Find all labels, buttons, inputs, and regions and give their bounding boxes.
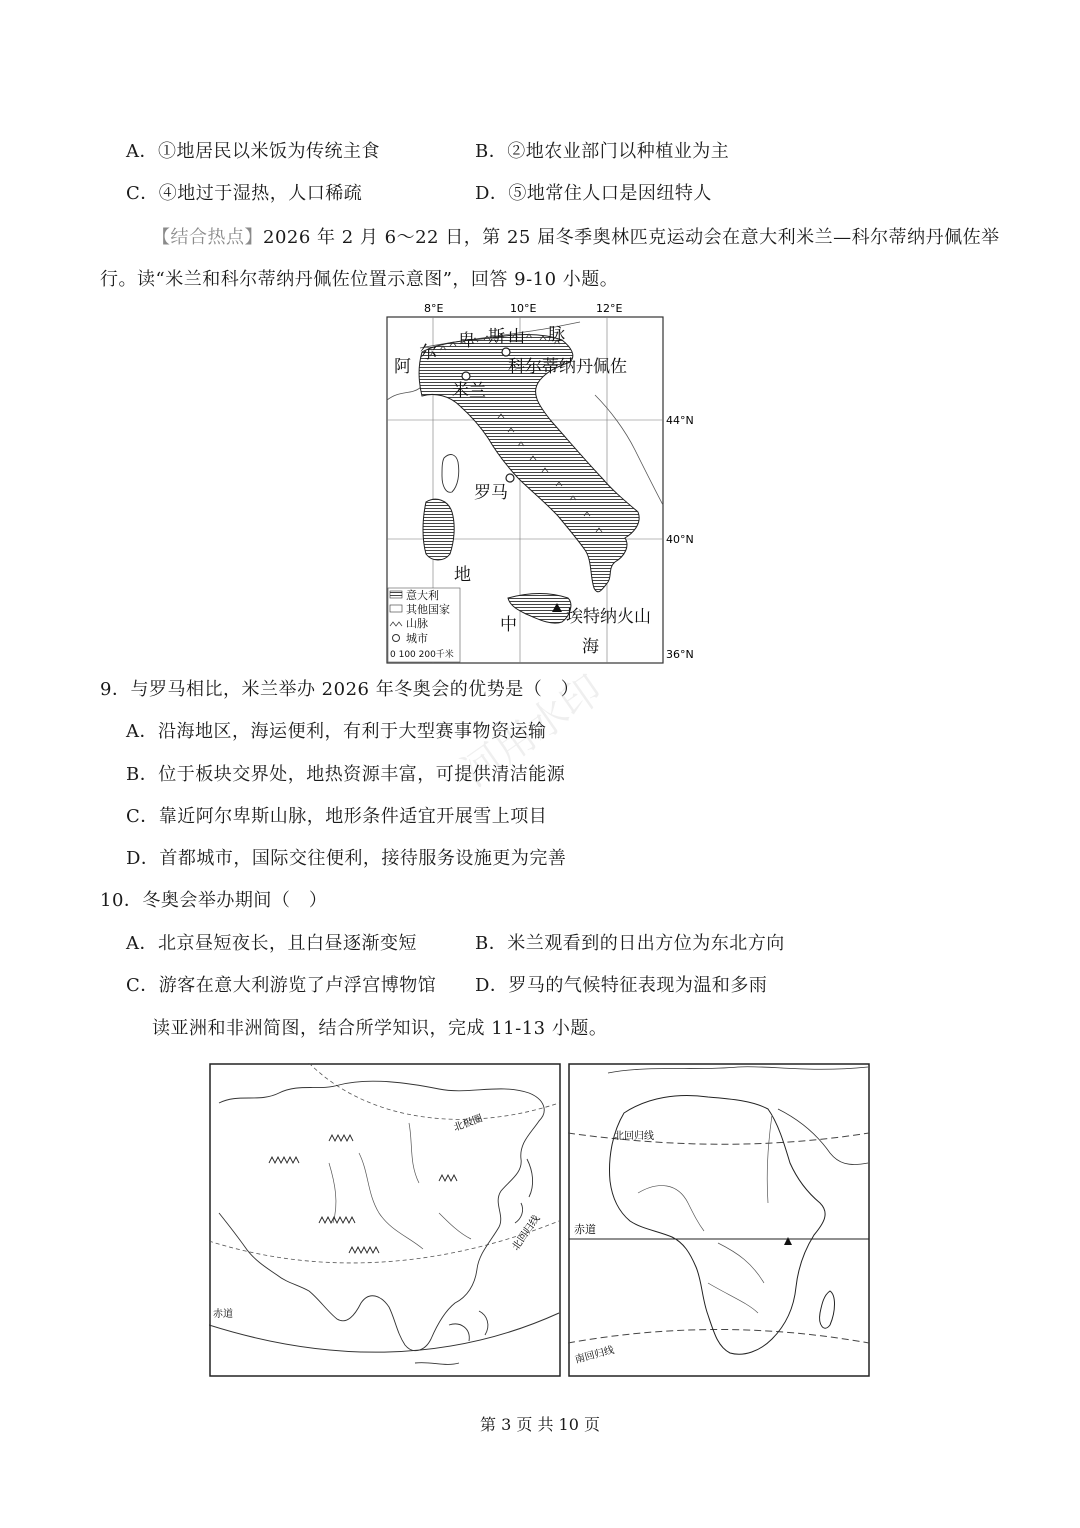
lon-label-8e: 8°E (424, 302, 444, 315)
q10-stem: 10．冬奥会举办期间（ ） (100, 890, 328, 911)
asia-arctic-label: 北极圈 (452, 1113, 485, 1134)
q10-option-b: B．米兰观看到的日出方位为东北方向 (475, 933, 785, 954)
lat-label-36n: 36°N (666, 648, 694, 661)
intro-line-1 (152, 226, 1000, 250)
etna-label: 埃特纳火山 (566, 607, 651, 627)
q9-option-a: A．沿海地区，海运便利，有利于大型赛事物资运输 (126, 721, 547, 742)
africa-tropic-capricorn-label: 南回归线 (573, 1344, 616, 1366)
cortina-marker (502, 348, 510, 356)
intro-text-1: 2026 年 2 月 6～22 日，第 25 届冬季奥林匹克运动会在意大利米兰—科尔蒂纳丹佩佐举 (263, 227, 1000, 248)
africa-equator-label: 赤道 (574, 1223, 596, 1236)
cortina-label: 科尔蒂纳丹佩佐 (508, 357, 627, 377)
italy-location-map (380, 300, 710, 668)
asia-equator-label: 赤道 (213, 1309, 233, 1320)
intro-asia-africa: 读亚洲和非洲简图，结合所学知识，完成 11-13 小题。 (152, 1018, 608, 1039)
legend-other: 其他国家 (406, 603, 450, 616)
alps-char-f: 脉 (548, 325, 565, 345)
q10-option-c: C．游客在意大利游览了卢浮宫博物馆 (126, 975, 437, 996)
q9-option-b: B．位于板块交界处，地热资源丰富，可提供清洁能源 (126, 764, 566, 785)
sea-char-2: 中 (500, 615, 517, 635)
lat-label-44n: 44°N (666, 414, 694, 427)
milan-label: 米兰 (452, 381, 486, 401)
legend-city: 城市 (406, 632, 428, 645)
q9-stem: 9．与罗马相比，米兰举办 2026 年冬奥会的优势是（ ） (100, 679, 580, 700)
sardinia (423, 499, 454, 560)
asia-tropic-cancer-label: 北回归线 (510, 1213, 543, 1253)
page-footer: 第 3 页 共 10 页 (480, 1415, 600, 1434)
q8-option-a: A．①地居民以米饭为传统主食 (126, 141, 380, 162)
alps-char-b: 尔 (420, 343, 437, 363)
q8-option-d: D．⑤地常住人口是因纽特人 (475, 183, 712, 204)
alps-char-c: 卑 (458, 331, 475, 351)
milan-marker (462, 372, 470, 380)
legend-italy: 意大利 (406, 589, 439, 602)
q9-option-c: C．靠近阿尔卑斯山脉，地形条件适宜开展雪上项目 (126, 806, 548, 827)
sea-char-1: 地 (454, 565, 471, 585)
q8-option-b: B．②地农业部门以种植业为主 (475, 141, 730, 162)
sea-char-3: 海 (582, 637, 599, 657)
asia-sketch-map (209, 1063, 561, 1377)
africa-tropic-cancer-label: 北回归线 (614, 1131, 654, 1142)
watermark-text: 河用水印 (453, 666, 611, 797)
q9-option-d: D．首都城市，国际交往便利，接待服务设施更为完善 (126, 848, 567, 869)
africa-sketch-map (568, 1063, 870, 1377)
alps-char-a: 阿 (394, 357, 411, 377)
alps-char-e: 山 (508, 327, 525, 347)
hotspot-tag: 【结合热点】 (152, 227, 263, 248)
lon-label-12e: 12°E (596, 302, 623, 315)
map-legend (388, 588, 460, 662)
lon-label-10e: 10°E (510, 302, 537, 315)
rome-label: 罗马 (474, 483, 508, 503)
legend-scale: 0 100 200千米 (390, 650, 454, 660)
legend-mountain: 山脉 (406, 617, 428, 630)
q8-option-c: C．④地过于湿热，人口稀疏 (126, 183, 363, 204)
q10-option-a: A．北京昼短夜长，且白昼逐渐变短 (126, 933, 417, 954)
intro-line-2: 行。读“米兰和科尔蒂纳丹佩佐位置示意图”，回答 9-10 小题。 (100, 269, 619, 290)
lat-label-40n: 40°N (666, 533, 694, 546)
alps-char-d: 斯 (488, 327, 505, 347)
q10-option-d: D．罗马的气候特征表现为温和多雨 (475, 975, 768, 996)
rome-marker (506, 474, 514, 482)
